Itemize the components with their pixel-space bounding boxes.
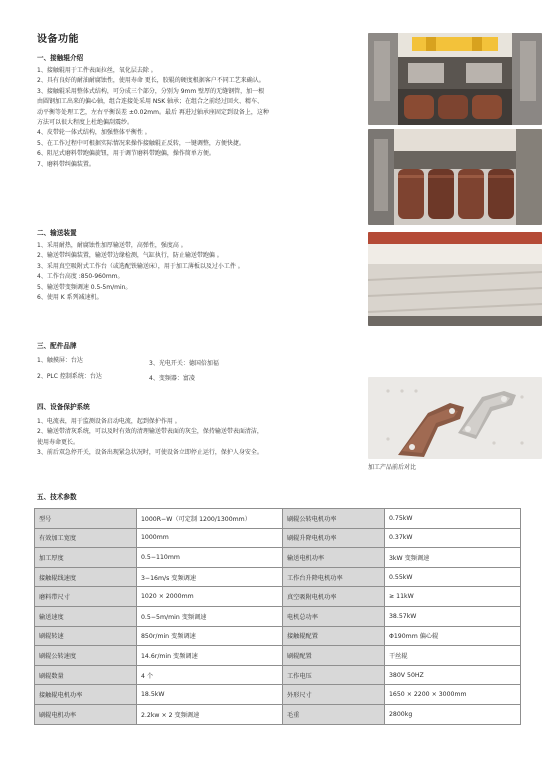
spec-label: 接触辊配置 [283,626,385,646]
list-item: 2、输送带纠偏装置，输送带边缘检测，气缸执行，防止输送带跑偏 。 [37,252,223,260]
spec-label: 接触辊线速度 [35,567,137,587]
spec-label: 输送电机功率 [283,548,385,568]
list-item: 5、输送带变频调速 0.5-5m/min。 [37,283,132,291]
brand-item-inverter: 4、变频器：富凌 [149,375,195,382]
list-item: 5、在工作过程中可根据实际情况来操作接触辊正反转，一键调整，方便快捷。 [37,139,245,147]
conveyor-photo [368,232,542,326]
spec-value: Φ190mm 偏心辊 [385,626,521,646]
protection-list [37,417,359,459]
list-item: 动平衡等处理工艺，左右平衡误差 ±0.02mm。最后 再进过轴承座固定到设备上，这种 [37,108,269,116]
spec-value: 3−16m/s 变频调速 [137,567,283,587]
spec-value: 850r/min 变频调速 [137,626,283,646]
spec-label: 工作台升降电机功率 [283,567,385,587]
list-item: 由圆钢加工出来的偏心轴，组合连接处采用 NSK 轴承；在组合之前经过回火、精车、 [37,98,264,106]
spec-value: 0.5−5m/min 变频调速 [137,606,283,626]
list-item: 3、接触辊采用整体式结构，可分成三个部分，分别为 9mm 壁厚的无缝钢管，加一根 [37,87,265,95]
spec-value: 干丝辊 [385,646,521,666]
list-item: 4、工作台高度 :850-960mm。 [37,273,124,281]
table-row [35,685,521,705]
spec-label: 外形尺寸 [283,685,385,705]
list-item: 4、皮带轮一体式结构，加强整体平衡性 。 [37,129,151,137]
spec-value: 18.5kW [137,685,283,705]
spec-label: 有效加工宽度 [35,528,137,548]
table-row [35,704,521,724]
table-row [35,646,521,666]
spec-value: 1000R−W（可定制 1200/1300mm） [137,509,283,529]
machine-photo-top [368,33,542,125]
table-row [35,587,521,607]
list-item: 7、磨料带纠偏装置。 [37,160,95,168]
table-row [35,528,521,548]
section-heading-contact-roller: 一、接触辊介绍 [37,54,84,62]
spec-label: 毛重 [283,704,385,724]
table-row [35,665,521,685]
spec-value: 0.75kW [385,509,521,529]
spec-value: 38.57kW [385,606,521,626]
spec-label: 磨料带尺寸 [35,587,137,607]
spec-label: 接触辊电机功率 [35,685,137,705]
spec-value: 1020 × 2000mm [137,587,283,607]
spec-value: 0.55kW [385,567,521,587]
list-item: 方法可以很大程度上杜绝偏刮震纱。 [37,119,134,127]
list-item: 6、阻尼式磨料带跑偏旋钮，用于调节磨料带跑偏，操作简单方便。 [37,150,215,158]
spec-value: 1650 × 2200 × 3000mm [385,685,521,705]
spec-label: 真空吸附电机功率 [283,587,385,607]
spec-label: 刷辊公转电机功率 [283,509,385,529]
spec-label: 电机总功率 [283,606,385,626]
spec-value: 3kW 变频调速 [385,548,521,568]
list-item: 3、前后双急停开关，设备出现紧急状况时，可使设备立即停止运行，保护人身安全。 [37,449,263,457]
table-row [35,567,521,587]
spec-value: 14.6r/min 变频调速 [137,646,283,666]
brand-item-photoelectric: 3、光电开关：德国倍加福 [149,360,219,367]
table-row [35,509,521,529]
spec-value: 4 个 [137,665,283,685]
spec-value: 2800kg [385,704,521,724]
section-heading-specs: 五、技术参数 [37,493,77,501]
table-row [35,548,521,568]
spec-value: 380V 50HZ [385,665,521,685]
list-item: 6、使用 K 系列减速机。 [37,294,103,302]
spec-label: 刷辊配置 [283,646,385,666]
spec-value: 1000mm [137,528,283,548]
contact-roller-list [37,66,359,170]
section-heading-protection: 四、设备保护系统 [37,403,90,411]
spec-label: 刷辊转速 [35,626,137,646]
product-comparison-photo [368,377,542,459]
list-item: 2、输送带清灰系统，可以及时有效的清理输送带表面的灰尘，保持输送带表面清洁， [37,428,263,436]
list-item: 2、具有良好的耐油耐腐蚀性，使用寿命 更长，胶辊的硬度根据客户不同工艺来确认。 [37,77,265,85]
spec-table [34,508,521,725]
conveyor-list [37,241,359,303]
spec-label: 刷辊公转速度 [35,646,137,666]
table-row [35,626,521,646]
section-heading-brands: 三、配件品牌 [37,342,77,350]
page-title: 设备功能 [37,34,79,45]
spec-label: 刷辊数量 [35,665,137,685]
spec-value: 0.37kW [385,528,521,548]
spec-label: 工作电压 [283,665,385,685]
table-row [35,606,521,626]
spec-label: 输送速度 [35,606,137,626]
brand-item-touchscreen: 1、触摸屏：台达 [37,357,83,364]
spec-value: ≥ 11kW [385,587,521,607]
spec-label: 刷辊升降电机功率 [283,528,385,548]
spec-label: 型号 [35,509,137,529]
spec-label: 加工厚度 [35,548,137,568]
list-item: 1、电流表，用于监测设备启动电流，起到保护作用 。 [37,418,181,425]
brush-rollers-photo [368,129,542,225]
list-item: 使用寿命更长。 [37,438,80,446]
brand-item-plc: 2、PLC 控制系统：台达 [37,373,102,380]
spec-label: 刷辊电机功率 [35,704,137,724]
list-item: 3、采用真空吸附式工作台（或选配铁输送床），用于加工薄板以及过小工件 。 [37,262,244,270]
spec-value: 0.5−110mm [137,548,283,568]
spec-value: 2.2kw × 2 变频调速 [137,704,283,724]
photo-caption: 加工产品前后对比 [368,464,417,471]
list-item: 1、接触辊用于工件表面拉丝，氧化层去除 。 [37,67,157,74]
section-heading-conveyor: 二、输送装置 [37,229,77,237]
list-item: 1、采用耐热，耐腐蚀性加厚输送带，高弹性，强度高 。 [37,242,187,249]
